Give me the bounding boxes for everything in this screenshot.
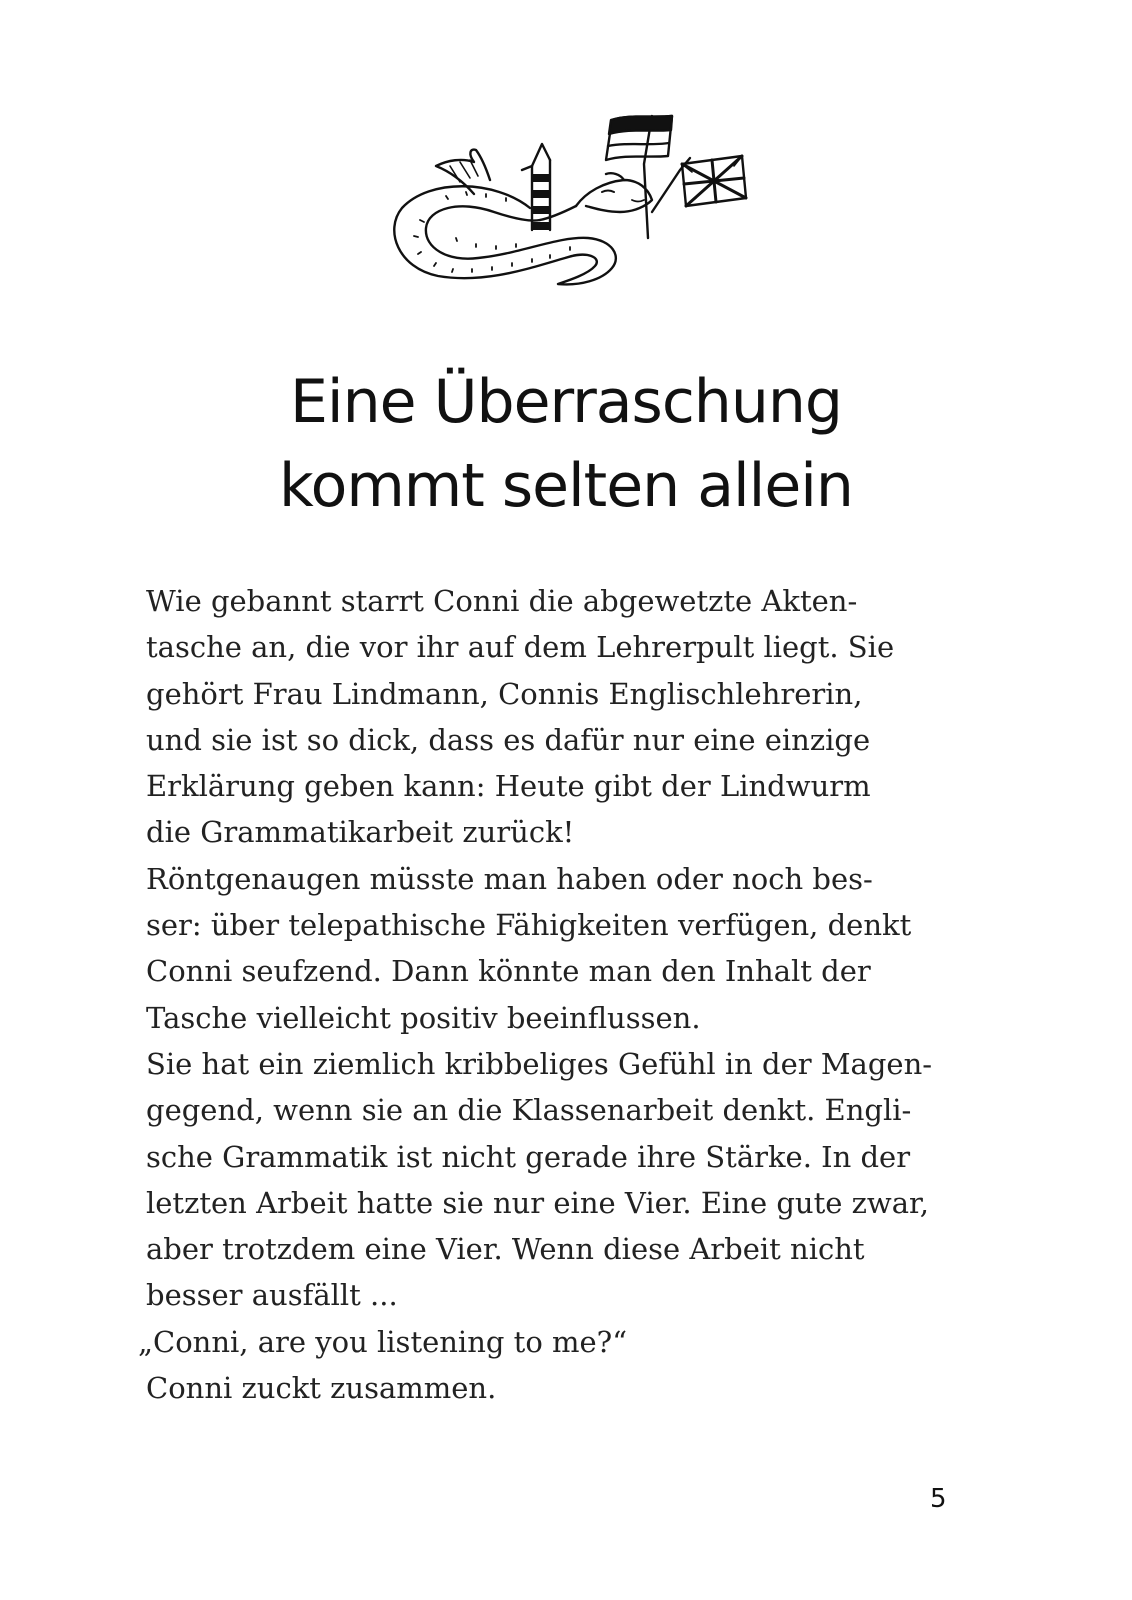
chapter-title-line-1: Eine Überraschung: [290, 367, 842, 437]
dragon-with-flags-icon: [390, 108, 770, 298]
body-line: sche Grammatik ist nicht gerade ihre Stärke. In der: [146, 1139, 911, 1174]
body-line: besser ausfällt ...: [146, 1278, 398, 1313]
body-line: tasche an, die vor ihr auf dem Lehrerpult liegt. Sie: [146, 630, 895, 665]
page-number: 5: [930, 1484, 947, 1514]
body-line: Tasche vielleicht positiv beeinflussen.: [146, 1000, 701, 1035]
chapter-title: [0, 360, 1132, 528]
dialogue-line: „Conni, are you listening to me?“: [138, 1324, 628, 1359]
chapter-title-line-2: kommt selten allein: [279, 451, 853, 521]
body-line: Wie gebannt starrt Conni die abgewetzte Akten-: [146, 584, 858, 618]
body-line: die Grammatikarbeit zurück!: [146, 815, 575, 850]
body-line: letzten Arbeit hatte sie nur eine Vier. Eine gute zwar,: [146, 1185, 929, 1220]
body-paragraph: [138, 578, 996, 1411]
body-line: Erklärung geben kann: Heute gibt der Lindwurm: [146, 769, 871, 804]
body-line: Sie hat ein ziemlich kribbeliges Gefühl in der Magen-: [146, 1046, 933, 1081]
body-line: Conni seufzend. Dann könnte man den Inhalt der: [146, 954, 871, 989]
body-line: ser: über telepathische Fähigkeiten verfügen, denkt: [146, 908, 912, 943]
body-line: gegend, wenn sie an die Klassenarbeit denkt. Engli-: [146, 1093, 912, 1128]
body-line: und sie ist so dick, dass es dafür nur eine einzige: [146, 722, 871, 757]
body-line: aber trotzdem eine Vier. Wenn diese Arbeit nicht: [146, 1232, 865, 1267]
body-line: Conni zuckt zusammen.: [146, 1371, 497, 1406]
body-line: Röntgenaugen müsste man haben oder noch bes-: [146, 861, 873, 896]
body-line: gehört Frau Lindmann, Connis Englischlehrerin,: [146, 676, 863, 711]
